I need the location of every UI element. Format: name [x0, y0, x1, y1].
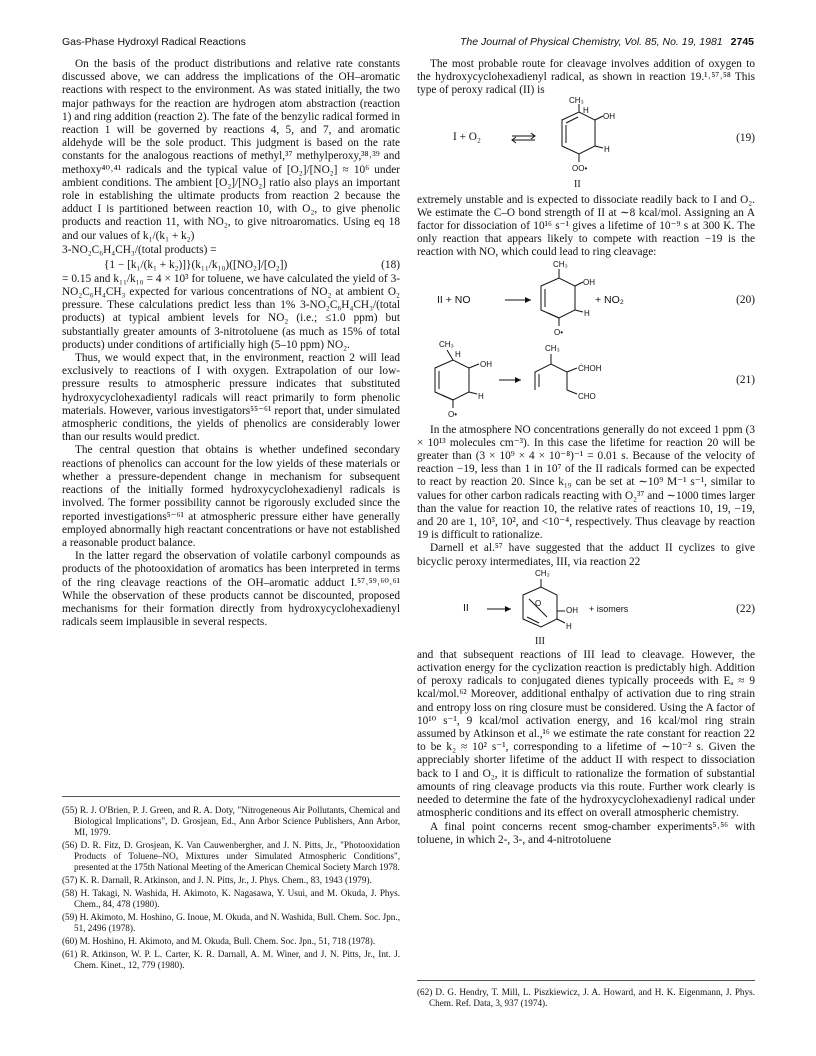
h-label: H [583, 105, 589, 115]
paragraph: A final point concerns recent smog-chamber experiments⁵˒⁵⁶ with toluene, in which 2-, 3-, and 4-nitrotoluene [417, 820, 755, 846]
reference: (55) R. J. O'Brien, P. J. Green, and R. A. Doty, "Nitrogeneous Air Pollutants, Chemical and Biological Implications", D. Grosjean, Ed., Ann Arbor Science Publishers, Ann Arbor, MI, 1979. [62, 805, 400, 837]
reaction-lhs: II + NO [437, 293, 471, 306]
reference: (59) H. Akimoto, M. Hoshino, G. Inoue, M. Okuda, and N. Washida, Bull. Chem. Soc. Jpn., 51, 2496 (1978). [62, 912, 400, 933]
ch3-label: CH₃ [535, 568, 550, 578]
oxy-label: O• [448, 409, 458, 419]
paragraph: The central question that obtains is whether undefined secondary reactions of phenolics can account for the low yields of these materials or whether a pressure-dependent change in mechanism for subsequent reactions of the initially formed hydroxycyclohexadienyl radicals is involved. The former possibility cannot be rigorously excluded since the reported investigations⁵⁻⁶¹ at atmospheric pressure either have generally employed abnormally high reactant concentrations or have not established a reasonable product balance. [62, 444, 400, 549]
h-label: H [566, 621, 572, 631]
cho-label: CHO [578, 391, 596, 401]
paragraph: = 0.15 and k₁₁/k₁₀ = 4 × 10³ for toluene, we have calculated the yield of 3-NO₂C₆H₄CH₃ expected for various concentrations of NO₂ at ambient O₂ pressure. These calculations predict less than 1% 3-NO₂C₆H₄CH₃/(total products) at typical ambient levels for NO₂ (i.e.; ≤1.0 ppm) but substantially greater amounts of 3-nitrotoluene (as much as 15% of total products) under conditions of artificially high (5–10 ppm) NO₂. [62, 272, 400, 351]
peroxy-label: OO• [572, 163, 588, 173]
o-label: O [535, 598, 542, 608]
references-right [417, 980, 755, 1011]
reference: (58) H. Takagi, N. Washida, H. Akimoto, K. Nagasawa, Y. Usui, and M. Okuda, J. Phys. Chem., 84, 478 (1980). [62, 888, 400, 909]
reference: (60) M. Hoshino, H. Akimoto, and M. Okuda, Bull. Chem. Soc. Jpn., 51, 718 (1978). [62, 936, 376, 946]
oxy-label: O• [554, 327, 564, 337]
journal-citation [460, 36, 754, 48]
equation-number: (18) [381, 258, 400, 271]
paragraph: Thus, we would expect that, in the environment, reaction 2 will lead exclusively to reactions of I with oxygen. Extrapolation of our low-pressure results to atmospheric pressure indicates that substituted hydroxycyclohexadientyl radicals will react primarily to form phenolic materials. However, various investigators⁵⁵⁻⁶¹ report that, under simulated atmospheric conditions, the yields of phenolics are considerably lower than our results would predict. [62, 352, 400, 444]
ch3-label: CH₃ [545, 343, 560, 353]
running-header: Gas-Phase Hydroxyl Radical Reactions [62, 36, 246, 48]
equation-number: (21) [736, 373, 755, 386]
references-left [62, 796, 400, 973]
reaction-21-structure [417, 340, 755, 424]
equation-number: (22) [736, 602, 755, 615]
equation-rhs: {1 − [k₁/(k₁ + k₂)]}(k₁₁/k₁₀)([NO₂]/[O₂]) [104, 258, 288, 271]
reaction-19 [417, 95, 755, 194]
equation-lhs: 3-NO₂C₆H₄CH₃/(total products) = [62, 243, 217, 256]
paragraph: Darnell et al.⁵⁷ have suggested that the adduct II cyclizes to give bicyclic peroxy intermediates, III, via reaction 22 [417, 542, 755, 568]
compound-label: II [574, 178, 581, 190]
reaction-lhs: I + O₂ [453, 130, 481, 143]
h-label: H [478, 391, 484, 401]
compound-label: III [535, 635, 545, 647]
reaction-rhs: + NO₂ [595, 293, 624, 306]
left-column [62, 58, 400, 629]
ch3-label: CH₃ [553, 259, 568, 269]
ch3-label: CH₃ [439, 339, 454, 349]
oh-label: OH [480, 359, 492, 369]
oh-label: OH [583, 277, 595, 287]
choh-label: ĊHOH [578, 363, 602, 373]
journal-name: The Journal of Physical Chemistry, Vol. 85, No. 19, 1981 [460, 36, 723, 48]
paragraph: The most probable route for cleavage involves addition of oxygen to the hydroxycyclohexadienyl radical, as shown in reaction 19.¹˒⁵⁷˒⁵⁸ This type of peroxy radical (II) is [417, 58, 755, 97]
reference: (56) D. R. Fitz, D. Grosjean, K. Van Cauwenbergher, and J. N. Pitts, Jr., "Photooxidation Products of Toluene–NOₓ Mixtures under Simulated Atmospheric Conditions", presented at the 175th National Meeting of the American Chemical Society March 1978. [62, 840, 400, 872]
reaction-lhs: II [463, 601, 469, 614]
reaction-rhs: + isomers [589, 603, 629, 614]
paragraph: On the basis of the product distributions and relative rate constants discussed above, we can address the implications of the OH–aromatic reactions with respect to the environment. As was stated initially, the two major pathways for the reaction are hydrogen atom abstraction (reaction 1) and ring addition (reaction 2). The fate of the benzylic radical formed in reaction 1 will be governed by reactions 4, 5, and 7, and aromatic aldehyde will be the sole product. This judgment is based on the rate constants for the analogous reactions of methyl,³⁷ methylperoxy,³⁸˒³⁹ and methoxy⁴⁰˒⁴¹ radicals and the typical value of [O₂]/[NO₂] ≈ 10⁶ under ambient conditions. The ambient [O₂]/[NO₂] ratio also plays an important role in establishing the ultimate products from reaction 2 because the adduct I is partitioned between reaction 10, with O₂, to give phenolic products and reaction 11, with NO₂, to give nitroaromatics. Using eq 18 and our values of k₁/(k₁ + k₂) [62, 58, 400, 242]
reference: (62) D. G. Hendry, T. Mill, L. Piszkiewicz, J. A. Howard, and H. K. Eigenmann, J. Phys. Chem. Ref. Data, 3, 937 (1974). [417, 987, 755, 1008]
reference: (57) K. R. Darnall, R. Atkinson, and J. N. Pitts, Jr., J. Phys. Chem., 83, 1943 (1979). [62, 875, 372, 885]
reference: (61) R. Atkinson, W. P. L. Carter, K. R. Darnall, A. M. Winer, and J. N. Pitts, Jr., Int. J. Chem. Kinet., 12, 779 (1980). [62, 949, 400, 970]
ch3-label: CH₃ [569, 95, 584, 105]
page-number: 2745 [730, 36, 754, 48]
equation-number: (20) [736, 293, 755, 306]
equation-number: (19) [736, 131, 755, 144]
paragraph: In the latter regard the observation of volatile carbonyl compounds as products of the photooxidation of aromatics has been interpreted in terms of the ring cleavage reactions of the OH–aromatic adduct I.⁵⁷˒⁵⁹˒⁶⁰˒⁶¹ While the observation of these products cannot be discounted, proposed mechanisms for their formation directly from hydroxycyclohexadienyl radicals seem implausible in several respects. [62, 550, 400, 629]
paragraph: and that subsequent reactions of III lead to cleavage. However, the activation energy for the cyclization reaction is predictably high. Addition of peroxy radicals to conjugated dienes typically proceeds with Eₐ ≈ 9 kcal/mol.⁶² Moreover, additional enthalpy of activation due to ring strain and entropy loss on ring closure must be considered. Using the A factor of 10¹⁰ s⁻¹, 9 kcal/mol activation energy, and 16 kcal/mol ring strain assumed by Atkinson et al.,¹⁶ we estimate the rate constant for reaction 22 to be k₂ ≈ 10² s⁻¹, corresponding to a lifetime of ∼10⁻² s. Given the appreciably shorter lifetime of the adduct II with respect to dissociation back to I and O₂, it is difficult to rationalize the formation of substantial amounts of ring cleavage products via this route. Further work clearly is needed to determine the fate of the hydroxycyclohexadienyl radical under atmospheric conditions and its effect on overall atmospheric chemistry. [417, 648, 755, 820]
oh-label: OH [566, 605, 578, 615]
reaction-21 [417, 340, 755, 424]
reaction-22 [417, 568, 755, 649]
reaction-20 [417, 259, 755, 340]
right-column [417, 58, 755, 847]
h-label: H [584, 308, 590, 318]
paragraph: extremely unstable and is expected to dissociate readily back to I and O₂. We estimate the C–O bond strength of II at ∼8 kcal/mol. Assigning an A factor for dissociation of 10¹⁶ s⁻¹ gives a lifetime of 10⁻⁹ s at 300 K. The only reaction that appears likely to compete with reaction −19 is the reaction with NO, which could lead to ring cleavage: [417, 193, 755, 259]
h-label: H [455, 349, 461, 359]
paragraph: In the atmosphere NO concentrations generally do not exceed 1 ppm (3 × 10¹³ molecules cm⁻³). In this case the lifetime for reaction 20 will be greater than (3 × 10⁹ × 4 × 10⁻⁸)⁻¹ = 0.01 s. Because of the velocity of reaction −19, less than 1 in 10⁷ of the II radicals formed can be expected to react by reaction 20. Since k₁₉ can be set at ∼10⁹ M⁻¹ s⁻¹, similar to values for other carbon radicals reacting with O₂³⁷ and ∼1000 times larger than the value for reaction 10, the relative rates of reactions 10, 19, −19, and 20 are 1, 10³, 10², and <10⁻⁴, respectively. Thus cleavage by reaction 19 is difficult to rationalize. [417, 423, 755, 542]
h-label: H [604, 144, 610, 154]
equation-18 [62, 244, 400, 273]
oh-label: OH [603, 111, 615, 121]
